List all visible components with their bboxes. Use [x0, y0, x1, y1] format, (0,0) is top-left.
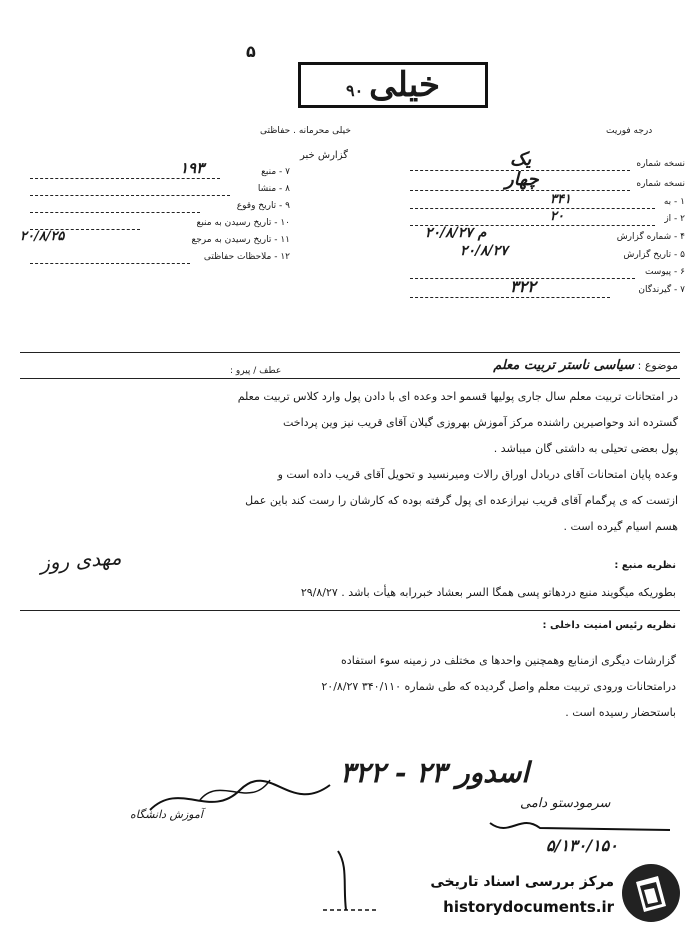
source-comment-text: بطوریکه میگویند منبع دردهاتو پسی همگا السر بعشاد خبررابه هیأت باشد . ۲۹/۸/۲۷ — [300, 586, 676, 599]
reference-label: عطف / پیرو : — [230, 366, 282, 376]
field-value: ۲۰/۸/۲۷ — [460, 243, 508, 259]
body-line: در امتحانات تربیت معلم سال جاری پولیها قسمو احد وعده ای با دادن پول وارد کلاس تربیت معلم — [237, 390, 678, 403]
body-line: باستحضار رسیده است . — [565, 706, 676, 719]
body-line: درامتحانات ورودی تربیت معلم واصل گردیده که طی شماره ۳۴۰/۱۱۰ ۲۰/۸/۲۷ — [321, 680, 676, 693]
field-line — [30, 177, 220, 179]
field-label: ۲ - از — [664, 214, 685, 224]
field-label: ۱۰ - تاریخ رسیدن به منبع — [196, 218, 290, 228]
chief-comment-label: نظریه رئیس امنیت داخلی : — [542, 620, 676, 631]
body-line: پول بعضی تحیلی به داشتی گان میباشد . — [493, 442, 678, 455]
subject-label: موضوع : — [634, 359, 678, 372]
field-label: ۵ - تاریخ گزارش — [623, 250, 685, 260]
section-divider — [20, 352, 680, 353]
bottom-mark — [318, 846, 388, 916]
body-line: هسم اسیام گیرده است . — [563, 520, 678, 533]
field-row — [400, 277, 685, 302]
classification-label: خیلی محرمانه . حفاظتی — [260, 126, 351, 136]
left-signature — [140, 770, 340, 830]
archive-logo-icon — [620, 862, 682, 924]
field-value: ۲۰/۸/۲۵ — [20, 229, 65, 244]
field-value: یک — [510, 149, 532, 170]
field-row — [20, 229, 290, 250]
field-line — [410, 189, 630, 191]
report-body — [38, 384, 678, 540]
field-label: ۱ - به — [663, 197, 685, 207]
classification-stamp — [298, 62, 488, 108]
field-value: م ۲۰/۸/۲۷ — [425, 225, 487, 241]
watermark-title: مرکز بررسی اسناد تاریخی — [430, 874, 614, 890]
subject-divider — [20, 378, 680, 379]
left-fields — [20, 159, 290, 267]
field-line — [30, 194, 230, 196]
field-line — [410, 296, 610, 298]
field-row — [400, 169, 685, 195]
report-title: گزارش خبر — [300, 150, 348, 161]
subject-line — [493, 358, 678, 373]
footer-scribble — [480, 808, 680, 848]
field-row — [400, 149, 685, 175]
field-row — [400, 192, 685, 212]
field-row — [400, 243, 685, 265]
left-signature-caption: آموزش دانشگاه — [130, 808, 203, 821]
field-line — [30, 262, 190, 264]
footer-label: سرمودستو دامی — [520, 796, 611, 811]
field-row — [400, 225, 685, 247]
field-label: ۱۱ - تاریخ رسیدن به مرجع — [191, 235, 290, 245]
stamp-number: ۹۰ — [345, 81, 364, 100]
body-line: گزارشات دیگری ازمنابع وهمچنین واحدها ی مختلف در زمینه سوء استفاده — [341, 654, 676, 667]
footer-note: ۵/۱۳۰/۱۵۰ — [546, 836, 618, 855]
field-row — [20, 199, 290, 216]
field-label: نسخه شماره — [636, 179, 685, 189]
field-label: ۹ - تاریخ وقوع — [236, 201, 290, 211]
field-label: ۱۲ - ملاحظات حفاظتی — [203, 252, 290, 262]
field-label: ۶ - پیوست — [644, 267, 685, 277]
chief-comment-text — [36, 648, 676, 726]
field-label: ۴ - شماره گزارش — [616, 232, 685, 242]
field-row — [400, 265, 685, 282]
source-divider — [20, 610, 680, 611]
field-line — [30, 211, 200, 213]
handwritten-filing-number: اسدور ۲۳ - ۳۲۲ — [340, 756, 530, 789]
field-value: ۳۴۱ — [550, 192, 571, 207]
stamp-word: خیلی — [369, 65, 441, 105]
subject-value: سیاسی ناستر تربیت معلم — [493, 358, 635, 373]
corner-mark: ۵ — [246, 42, 256, 61]
watermark-url: historydocuments.ir — [443, 898, 614, 916]
handwritten-margin-note: مهدی روز — [39, 545, 123, 575]
body-line: ازتست که ی پرگمام آقای قریب نیرازعده ای پول گرفته بوده که کارشان را رست کند باین عمل — [245, 494, 678, 507]
field-value: چهار — [505, 169, 539, 190]
field-label: ۸ - منشا — [257, 184, 290, 194]
field-label: نسخه شماره — [636, 159, 685, 169]
field-row — [20, 250, 290, 267]
field-label: ۷ - گیرندگان — [638, 285, 685, 295]
body-line: وعده پایان امتحانات آقای دربادل اوراق رالات ومیرنسید و تحویل آقای قریب داده است و — [277, 468, 678, 481]
body-line: گسترده اند وحواصیرین راشنده مرکز آموزش بهروزی گیلان آقای قریب نیز وین پرداخت — [282, 416, 678, 429]
source-comment-label: نظریه منبع : — [614, 560, 676, 571]
field-row — [20, 159, 290, 182]
subject-class-label: درجه فوریت — [606, 126, 653, 136]
field-row — [20, 182, 290, 199]
field-label: ۷ - منبع — [261, 167, 290, 177]
right-fields — [400, 149, 685, 302]
field-value: ۱۹۳ — [180, 159, 205, 177]
field-line — [410, 207, 655, 209]
field-value: ۲۰ — [550, 209, 564, 224]
field-value: ۳۲۲ — [510, 277, 536, 296]
